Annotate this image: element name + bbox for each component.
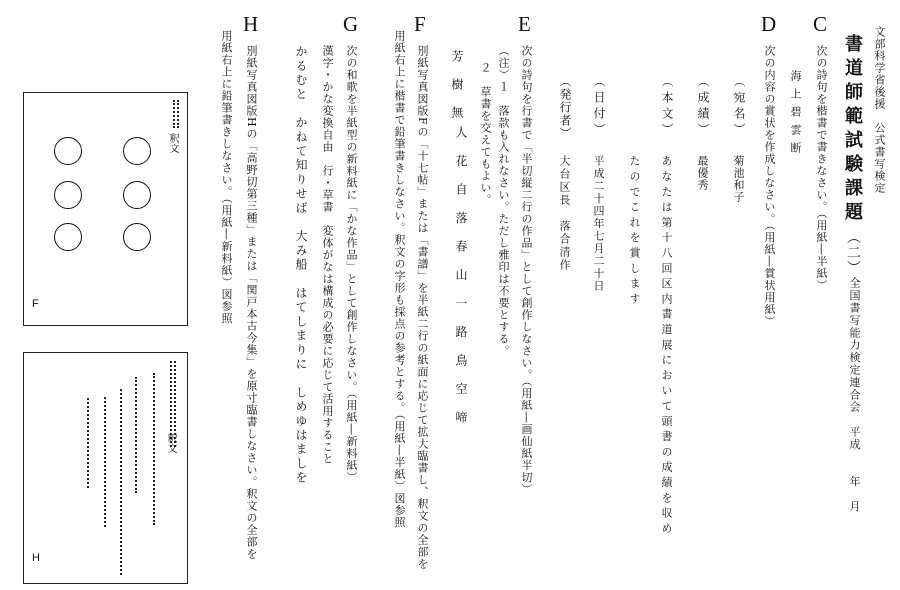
diagram-f-circle	[54, 223, 82, 251]
section-h-instruction-2: 用紙右上に鉛筆書きしなさい。（用紙―新料紙）図参照	[220, 30, 233, 325]
diagram-h-dots-col	[120, 389, 122, 575]
diagram-f-box	[23, 92, 188, 326]
value-honbun: あなたは第十八回区内書道展において頭書の成績を収め	[660, 155, 673, 538]
diagram-f-label: 釈文	[167, 133, 178, 153]
label-hakkousha: （発行者）	[558, 75, 572, 140]
section-e-note-1: （注）１ 落款も入れなさい。ただし雅印は不要とする。	[497, 45, 510, 357]
value-seiseki: 最優秀	[696, 155, 709, 191]
diagram-f-circle	[123, 223, 151, 251]
diagram-f-dots-1	[173, 100, 175, 128]
title-number: （二）	[845, 230, 861, 275]
label-seiseki: （成績）	[696, 75, 710, 139]
organization-date: 全国書写能力検定連合会 平成 年 月	[848, 277, 861, 513]
diagram-h-label: 釈文	[165, 433, 176, 453]
diagram-f-dots-2	[177, 100, 179, 128]
section-f-letter: F	[414, 12, 426, 36]
section-e-poem-line-2-visible: 芳樹無	[450, 50, 464, 134]
diagram-h-letter: H	[32, 552, 40, 564]
value-atena: 菊池和子	[732, 155, 745, 203]
section-e-letter: E	[518, 12, 531, 36]
label-atena: （宛名）	[732, 75, 746, 139]
section-c-letter: C	[813, 12, 828, 36]
section-c-instruction: 次の詩句を楷書で書きなさい。（用紙―半紙）	[815, 45, 828, 292]
value-hizuke: 平成二十四年七月二十日	[592, 155, 605, 293]
diagram-f-circle	[123, 181, 151, 209]
section-d-letter: D	[761, 12, 777, 36]
diagram-f-letter: F	[32, 298, 39, 310]
value-hakkousha: 大台区長 落合清作	[558, 155, 571, 272]
section-d-instruction: 次の内容の賞状を作成しなさい。（用紙―賞状用紙）	[763, 45, 776, 328]
section-e-poem-line-1: 人花自落春山一路鳥空啼	[454, 126, 468, 440]
page-title: 書道師範試験課題	[842, 34, 863, 226]
value-honbun-cont: たのでこれを賞します	[628, 155, 641, 308]
section-g-letter: G	[343, 12, 359, 36]
label-hizuke: （日付）	[592, 75, 606, 139]
diagram-f-circle	[54, 181, 82, 209]
diagram-f-circle	[54, 137, 82, 165]
section-e-note-2: ２ 草書を交えてもよい。	[479, 62, 492, 206]
section-h-instruction-1: 別紙写真図版Hの「高野切第三種」または「関戸本古今集」を原寸臨書しなさい。釈文の全部を	[245, 45, 258, 560]
sponsor-text: 文部科学省後援 公式書写検定	[873, 26, 886, 194]
diagram-f-circle	[123, 137, 151, 165]
section-g-poem: かるむと かねて知りせば 大み船 はてしまりに しめゆはましを	[294, 45, 308, 486]
section-c-content: 海上碧雲断	[789, 70, 802, 160]
section-h-letter: H	[243, 12, 259, 36]
label-honbun: （本文）	[660, 75, 674, 139]
diagram-h-dots-col	[135, 377, 137, 493]
section-e-instruction: 次の詩句を行書で「半切縦二行の作品」として創作しなさい。（用紙―画仙紙半切）	[520, 45, 533, 496]
section-f-instruction-1: 別紙写真図版Fの「十七帖」または「書譜」を半紙二行の紙面に応じて拡大臨書し、釈文の全部を	[416, 45, 429, 570]
diagram-h-dots-col	[104, 397, 106, 527]
section-f-instruction-2: 用紙右上に楷書で鉛筆書きしなさい。釈文の字形も採点の参考とする。（用紙―半紙）図参照	[393, 30, 406, 529]
section-g-instruction-2: 漢字・かな変換自由 行・草書 変体がなは構成の必要に応じて活用すること	[321, 45, 334, 465]
section-g-instruction-1: 次の和歌を半紙型の新料紙に「かな作品」として創作しなさい。（用紙―新料紙）	[345, 45, 358, 484]
diagram-h-box	[23, 352, 188, 584]
diagram-h-dots-col	[153, 373, 155, 525]
diagram-h-dots-col	[87, 398, 89, 488]
